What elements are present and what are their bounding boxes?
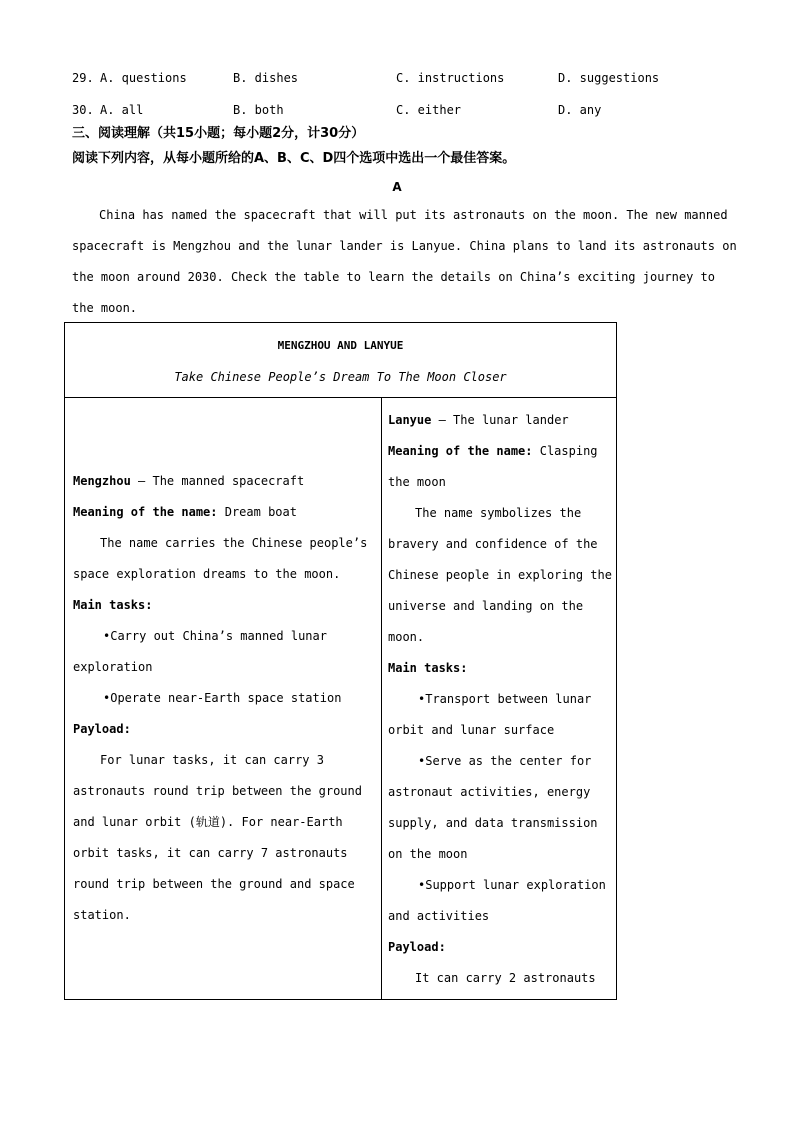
passage-line: China has named the spacecraft that will put its astronauts on the moon. The new manned <box>99 208 728 222</box>
lanyue-task-line: •Transport between lunar <box>418 692 592 706</box>
passage-line: spacecraft is Mengzhou and the lunar lander is Lanyue. China plans to land its astronauts on <box>72 239 737 253</box>
table-subtitle: Take Chinese People’s Dream To The Moon Closer <box>174 370 507 384</box>
lanyue-task-line: •Support lunar exploration <box>418 878 606 892</box>
option-d: D. any <box>558 103 602 117</box>
option-d: D. suggestions <box>558 71 660 85</box>
mengzhou-cell <box>65 398 382 999</box>
passage-line: the moon around 2030. Check the table to learn the details on China’s exciting journey to <box>72 270 715 284</box>
lanyue-meaning <box>388 436 614 467</box>
lanyue-task-line: and activities <box>388 909 490 923</box>
section-instruction: 阅读下列内容，从每小题所给的A、B、C、D四个选项中选出一个最佳答案。 <box>72 151 516 166</box>
meaning-value: Dream boat <box>224 505 297 519</box>
lanyue-kind: The lunar lander <box>453 413 569 427</box>
mengzhou-task-line: •Operate near-Earth space station <box>103 691 342 705</box>
mengzhou-task-line: exploration <box>73 660 153 674</box>
mengzhou-payload-line: station. <box>73 908 131 922</box>
option-c: C. either <box>396 103 462 117</box>
lanyue-description-line: moon. <box>388 630 425 644</box>
meaning-value: Clasping <box>539 444 598 458</box>
meaning-label: Meaning of the name: <box>73 505 218 519</box>
meaning-label: Meaning of the name: <box>388 444 533 458</box>
lanyue-task-line: •Serve as the center for <box>418 754 592 768</box>
mengzhou-payload-label: Payload: <box>73 722 131 736</box>
lanyue-cell <box>382 398 616 999</box>
mengzhou-kind: The manned spacecraft <box>152 474 305 488</box>
section-heading: 三、阅读理解（共15小题；每小题2分，计30分） <box>72 126 365 141</box>
option-a: A. questions <box>100 71 187 85</box>
mengzhou-payload-line: orbit tasks, it can carry 7 astronauts <box>73 846 348 860</box>
lanyue-tasks-label: Main tasks: <box>388 661 468 675</box>
lanyue-name-line <box>388 405 614 436</box>
lanyue-name: Lanyue <box>388 413 432 427</box>
table-header <box>65 323 616 398</box>
option-b: B. both <box>233 103 284 117</box>
mengzhou-description-line: The name carries the Chinese people’s <box>100 536 368 550</box>
mengzhou-payload-line: round trip between the ground and space <box>73 877 355 891</box>
option-a: A. all <box>100 103 144 117</box>
lanyue-task-line: orbit and lunar surface <box>388 723 555 737</box>
mengzhou-name: Mengzhou <box>73 474 131 488</box>
lanyue-task-line: supply, and data transmission <box>388 816 598 830</box>
mengzhou-description-line: space exploration dreams to the moon. <box>73 567 341 581</box>
question-number: 30. <box>72 103 94 117</box>
mengzhou-task-line: •Carry out China’s manned lunar <box>103 629 327 643</box>
passage-line: the moon. <box>72 301 138 315</box>
question-number: 29. <box>72 71 94 85</box>
mengzhou-payload-line: and lunar orbit (轨道). For near-Earth <box>73 815 343 829</box>
option-b: B. dishes <box>233 71 299 85</box>
table-title: MENGZHOU AND LANYUE <box>277 339 404 352</box>
lanyue-description-line: Chinese people in exploring the <box>388 568 612 582</box>
option-c: C. instructions <box>396 71 505 85</box>
lanyue-payload-label: Payload: <box>388 940 446 954</box>
question-29-options <box>72 63 772 94</box>
lanyue-description-line: universe and landing on the <box>388 599 584 613</box>
dash: — <box>130 474 153 488</box>
passage-text <box>72 200 737 324</box>
info-table <box>64 322 617 1000</box>
lanyue-task-line: on the moon <box>388 847 468 861</box>
lanyue-description-line: The name symbolizes the <box>415 506 582 520</box>
mengzhou-payload-line: astronauts round trip between the ground <box>73 784 362 798</box>
lanyue-meaning-cont: the moon <box>388 475 446 489</box>
mengzhou-meaning <box>73 497 373 528</box>
mengzhou-tasks-label: Main tasks: <box>73 598 153 612</box>
dash: — <box>431 413 454 427</box>
mengzhou-payload-line: For lunar tasks, it can carry 3 <box>100 753 324 767</box>
lanyue-description-line: bravery and confidence of the <box>388 537 598 551</box>
passage-letter: A <box>392 180 402 194</box>
lanyue-task-line: astronaut activities, energy <box>388 785 591 799</box>
lanyue-payload-line: It can carry 2 astronauts <box>415 971 596 985</box>
mengzhou-name-line <box>73 466 373 497</box>
